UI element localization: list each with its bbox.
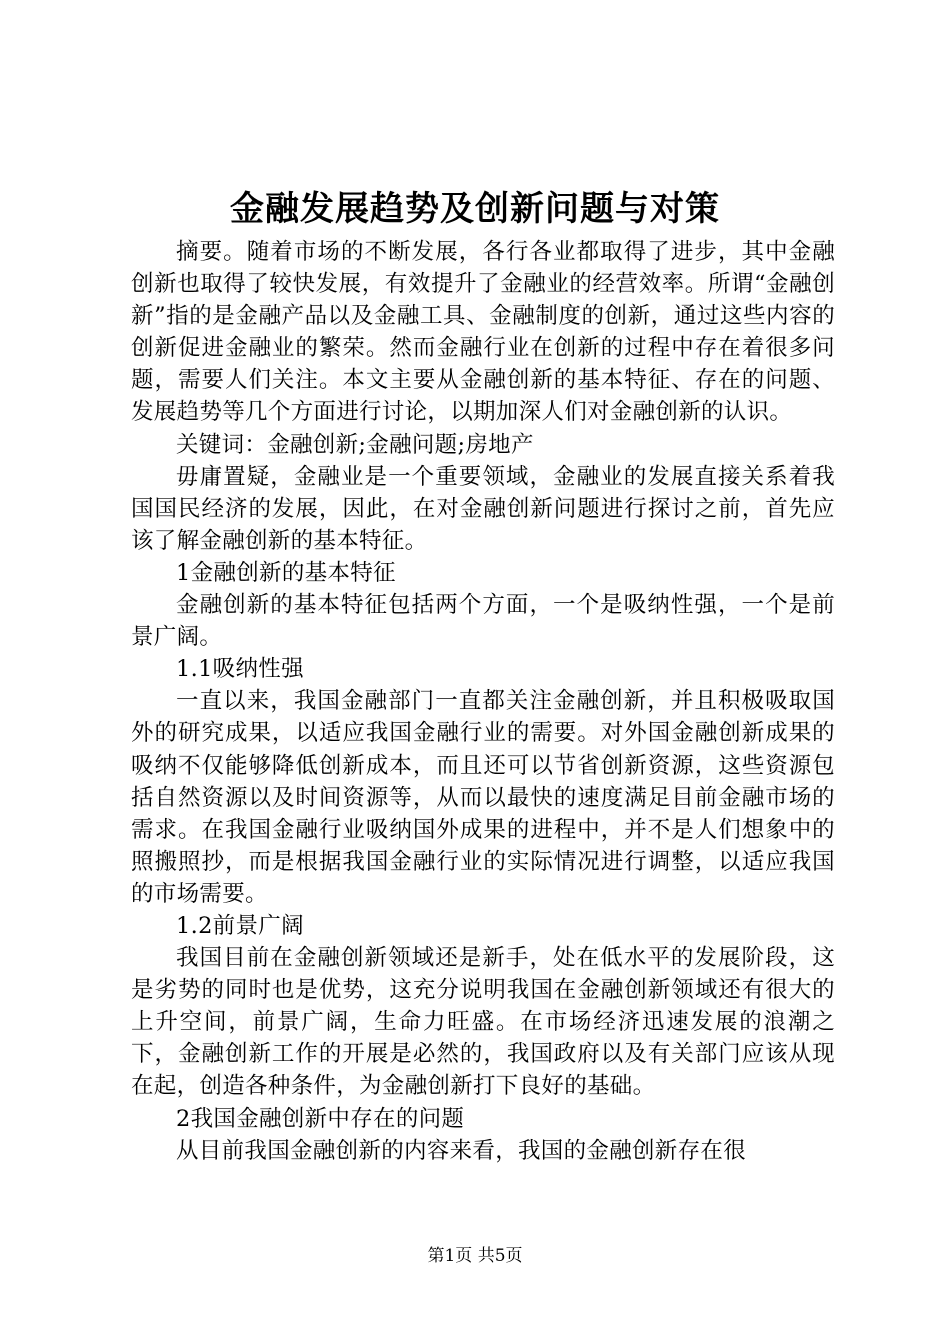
document-title: 金融发展趋势及创新问题与对策 xyxy=(230,189,720,229)
abstract-paragraph: 摘要。随着市场的不断发展，各行各业都取得了进步，其中金融创新也取得了较快发展，有效提升了金融业的经营效率。所谓“金融创新”指的是金融产品以及金融工具、金融制度的创新，通过这些内容的创新促进金融业的繁荣。然而金融行业在创新的过程中存在着很多问题，需要人们关注。本文主要从金融创新的基本特征、存在的问题、发展趋势等几个方面进行讨论，以期加深人们对金融创新的认识。 xyxy=(131,239,835,426)
intro-paragraph: 毋庸置疑，金融业是一个重要领域，金融业的发展直接关系着我国国民经济的发展，因此，在对金融创新问题进行探讨之前，首先应该了解金融创新的基本特征。 xyxy=(131,463,835,554)
document-body xyxy=(131,236,835,1167)
subsection-heading-1-2: 1.2前景广阔 xyxy=(176,912,304,939)
subsection-heading-1-1: 1.1吸纳性强 xyxy=(176,656,304,683)
keywords-line: 关键词：金融创新;金融问题;房地产 xyxy=(176,431,534,458)
subsection-1-1-paragraph: 一直以来，我国金融部门一直都关注金融创新，并且积极吸取国外的研究成果，以适应我国金融行业的需要。对外国金融创新成果的吸纳不仅能够降低创新成本，而且还可以节省创新资源，这些资源包括自然资源以及时间资源等，从而以最快的速度满足目前金融市场的需求。在我国金融行业吸纳国外成果的进程中，并不是人们想象中的照搬照抄，而是根据我国金融行业的实际情况进行调整，以适应我国的市场需要。 xyxy=(131,688,835,907)
subsection-1-2-paragraph: 我国目前在金融创新领域还是新手，处在低水平的发展阶段，这是劣势的同时也是优势，这充分说明我国在金融创新领域还有很大的上升空间，前景广阔，生命力旺盛。在市场经济迅速发展的浪潮之下，金融创新工作的开展是必然的，我国政府以及有关部门应该从现在起，创造各种条件，为金融创新打下良好的基础。 xyxy=(131,945,835,1100)
section-heading-2: 2我国金融创新中存在的问题 xyxy=(176,1105,465,1132)
section-heading-1: 1金融创新的基本特征 xyxy=(176,559,396,586)
section-2-paragraph: 从目前我国金融创新的内容来看，我国的金融创新存在很 xyxy=(176,1137,747,1164)
page-footer: 第1页 共5页 xyxy=(427,1246,523,1266)
section-1-paragraph: 金融创新的基本特征包括两个方面，一个是吸纳性强，一个是前景广阔。 xyxy=(131,592,835,651)
